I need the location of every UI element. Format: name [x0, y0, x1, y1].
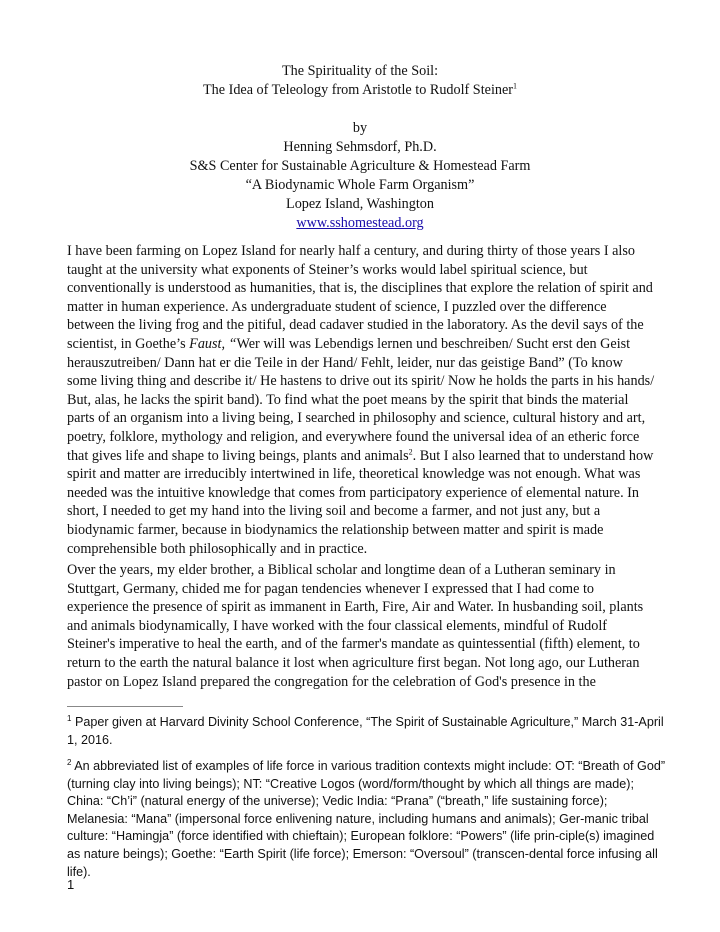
title-block	[0, 62, 720, 233]
paragraph-1-part-3: . But I also learned that to understand how spirit and matter are irreducibly intertwined in life, theoretical knowledge was not enough. What was needed was the intuitive knowledge that comes from participatory experience of elemental nature. In short, I needed to get my hand into the living soil and become a farmer, and not just any, but a biodynamic farmer, because in biodynamics the relationship between matter and spirit is made comprehensible both philosophically and in practice.	[67, 447, 654, 557]
website-line	[0, 214, 720, 233]
paragraph-1-part-2: Wer will was Lebendigs lernen und beschreiben/ Sucht erst den Geist herauszutreiben/ Dann hat er die Teile in der Hand/ Fehlt, leider, nur das geistige Band” (To know some living thing and describe it/ He hastens to drive out its spirit/ Now he holds the parts in his hands/ But, alas, he lacks the spirit band). To find what the poet means by the spirit that binds the material parts of an organism into a living being, I searched in philosophy and science, cultural history and art, poetry, folklore, mythology and religion, and everywhere found the universal idea of an etheric force that gives life and shape to living beings, plants and animals	[67, 335, 655, 464]
location: Lopez Island, Washington	[286, 196, 434, 212]
website-link[interactable]: www.sshomestead.org	[296, 215, 424, 231]
organization: S&S Center for Sustainable Agriculture & Homestead Farm	[189, 158, 531, 174]
byline: by	[352, 120, 368, 136]
title-line-2	[0, 81, 720, 100]
footnote-2-mark: 2	[67, 757, 72, 767]
footnote-2	[67, 758, 667, 881]
title-line-2-text: The Idea of Teleology from Aristotle to Rudolf Steiner	[202, 82, 513, 98]
title-footnote-mark[interactable]: 1	[513, 81, 517, 91]
spacer	[0, 100, 720, 119]
author-name: Henning Sehmsdorf, Ph.D.	[283, 139, 437, 155]
paragraph-2: Over the years, my elder brother, a Biblical scholar and longtime dean of a Lutheran seminary in Stuttgart, Germany, chided me for pagan tendencies whenever I expressed that I had come to experience the presence of spirit as immanent in Earth, Fire, Air and Water. In husbanding soil, plants and animals biodynamically, I have worked with the four classical elements, mindful of Rudolf Steiner's imperative to heal the earth, and of the farmer's mandate as quintessential (fifth) element, to return to the earth the natural balance it lost when agriculture first began. Not long ago, our Lutheran pastor on Lopez Island prepared the congregation for the celebration of God's presence in the	[67, 562, 644, 690]
footnote-divider	[67, 706, 183, 707]
page-number: 1	[67, 877, 75, 892]
footnote-mark-2[interactable]: 2	[408, 446, 413, 456]
footnote-2-text: An abbreviated list of examples of life force in various tradition contexts might include: OT: “Breath of God” (turning clay into living beings); NT: “Creative Logos (word/form/thought by which all things are made); China: “Ch’i” (natural energy of the universe); Vedic India: “Prana” (“breath,” life sustaining force); Melanesia: “Mana” (impersonal force enlivening nature, including humans and animals); Ger-manic tribal culture: “Hamingja” (force identified with chieftain); European folklore: “Powers” (life prin-ciple(s) imagined as nature beings); Goethe: “Earth Spirit (life force); Emerson: “Oversoul” (transcen-dental force infusing all life).	[67, 759, 666, 879]
faust-title: Faust, “	[189, 335, 237, 352]
footnote-1-mark: 1	[67, 713, 72, 723]
paragraph-1-part-1: I have been farming on Lopez Island for nearly half a century, and during thirty of those years I also taught at the university what exponents of Steiner’s works would label spiritual science, but conventionally is understood as humanities, that is, the disciplines that explore the relation of spirit and matter in human experience. As undergraduate student of science, I puzzled over the difference between the living frog and the pitiful, dead cadaver studied in the laboratory. As the devil says of the scientist, in Goethe’s	[67, 243, 653, 352]
footnote-1-text: Paper given at Harvard Divinity School Conference, “The Spirit of Sustainable Agriculture,” March 31-April 1, 2016.	[67, 715, 664, 747]
paragraph-1	[67, 242, 655, 558]
footnote-1	[67, 714, 667, 749]
motto: “A Biodynamic Whole Farm Organism”	[245, 177, 475, 193]
title-line-1: The Spirituality of the Soil:	[281, 63, 439, 79]
